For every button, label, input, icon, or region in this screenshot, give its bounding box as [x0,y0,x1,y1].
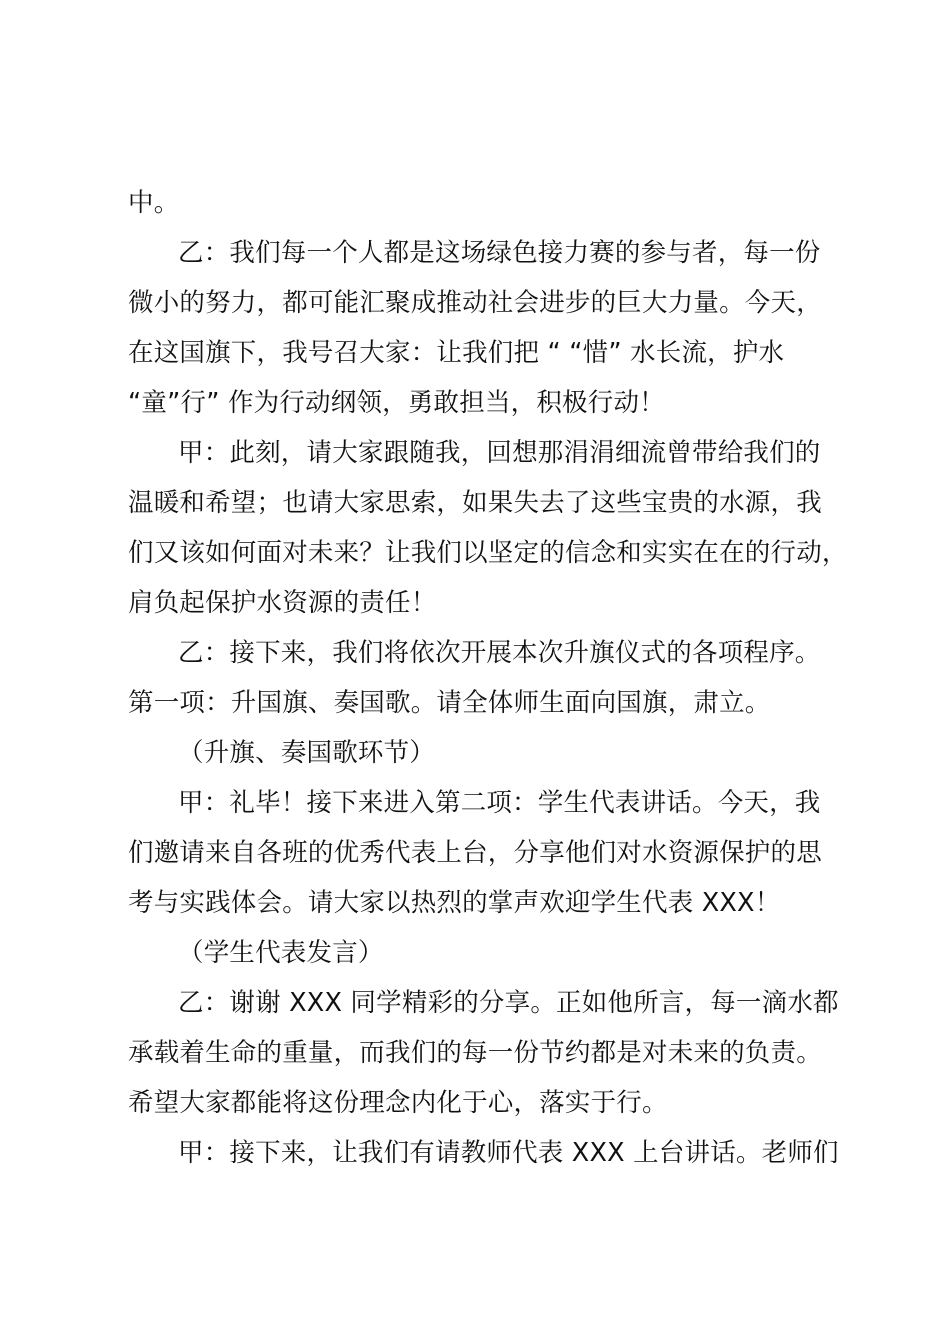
text-line: 微小的努力，都可能汇聚成推动社会进步的巨大力量。今天， [128,288,822,318]
text-line: 乙：我们每一个人都是这场绿色接力赛的参与者，每一份 [178,238,821,268]
text-line: 中。 [128,188,180,218]
text-line: 甲：礼毕！接下来进入第二项：学生代表讲话。今天，我 [178,788,821,818]
text-line: 第一项：升国旗、奏国歌。请全体师生面向国旗，肃立。 [128,688,771,718]
text-line: 考与实践体会。请大家以热烈的掌声欢迎学生代表 XXX！ [128,888,781,918]
text-line: 在这国旗下，我号召大家：让我们把 “ “惜” 水长流，护水 [128,338,785,368]
text-line: 们又该如何面对未来？让我们以坚定的信念和实实在在的行动， [128,538,848,568]
stage-direction: （升旗、奏国歌环节） [178,738,436,768]
text-line: 甲：接下来，让我们有请教师代表 XXX 上台讲话。老师们 [178,1138,839,1168]
text-line: 乙：接下来，我们将依次开展本次升旗仪式的各项程序。 [178,638,821,668]
text-line: 甲：此刻，请大家跟随我，回想那涓涓细流曾带给我们的 [178,438,821,468]
text-line: 们邀请来自各班的优秀代表上台，分享他们对水资源保护的思 [128,838,822,868]
text-line: 温暖和希望；也请大家思索，如果失去了这些宝贵的水源，我 [128,488,822,518]
stage-direction: （学生代表发言） [178,938,384,968]
text-line: 希望大家都能将这份理念内化于心，落实于行。 [128,1088,668,1118]
text-line: “童”行” 作为行动纲领，勇敢担当，积极行动！ [128,388,665,418]
text-line: 肩负起保护水资源的责任！ [128,588,437,618]
text-line: 承载着生命的重量，而我们的每一份节约都是对未来的负责。 [128,1038,822,1068]
text-line: 乙：谢谢 XXX 同学精彩的分享。正如他所言，每一滴水都 [178,988,839,1018]
